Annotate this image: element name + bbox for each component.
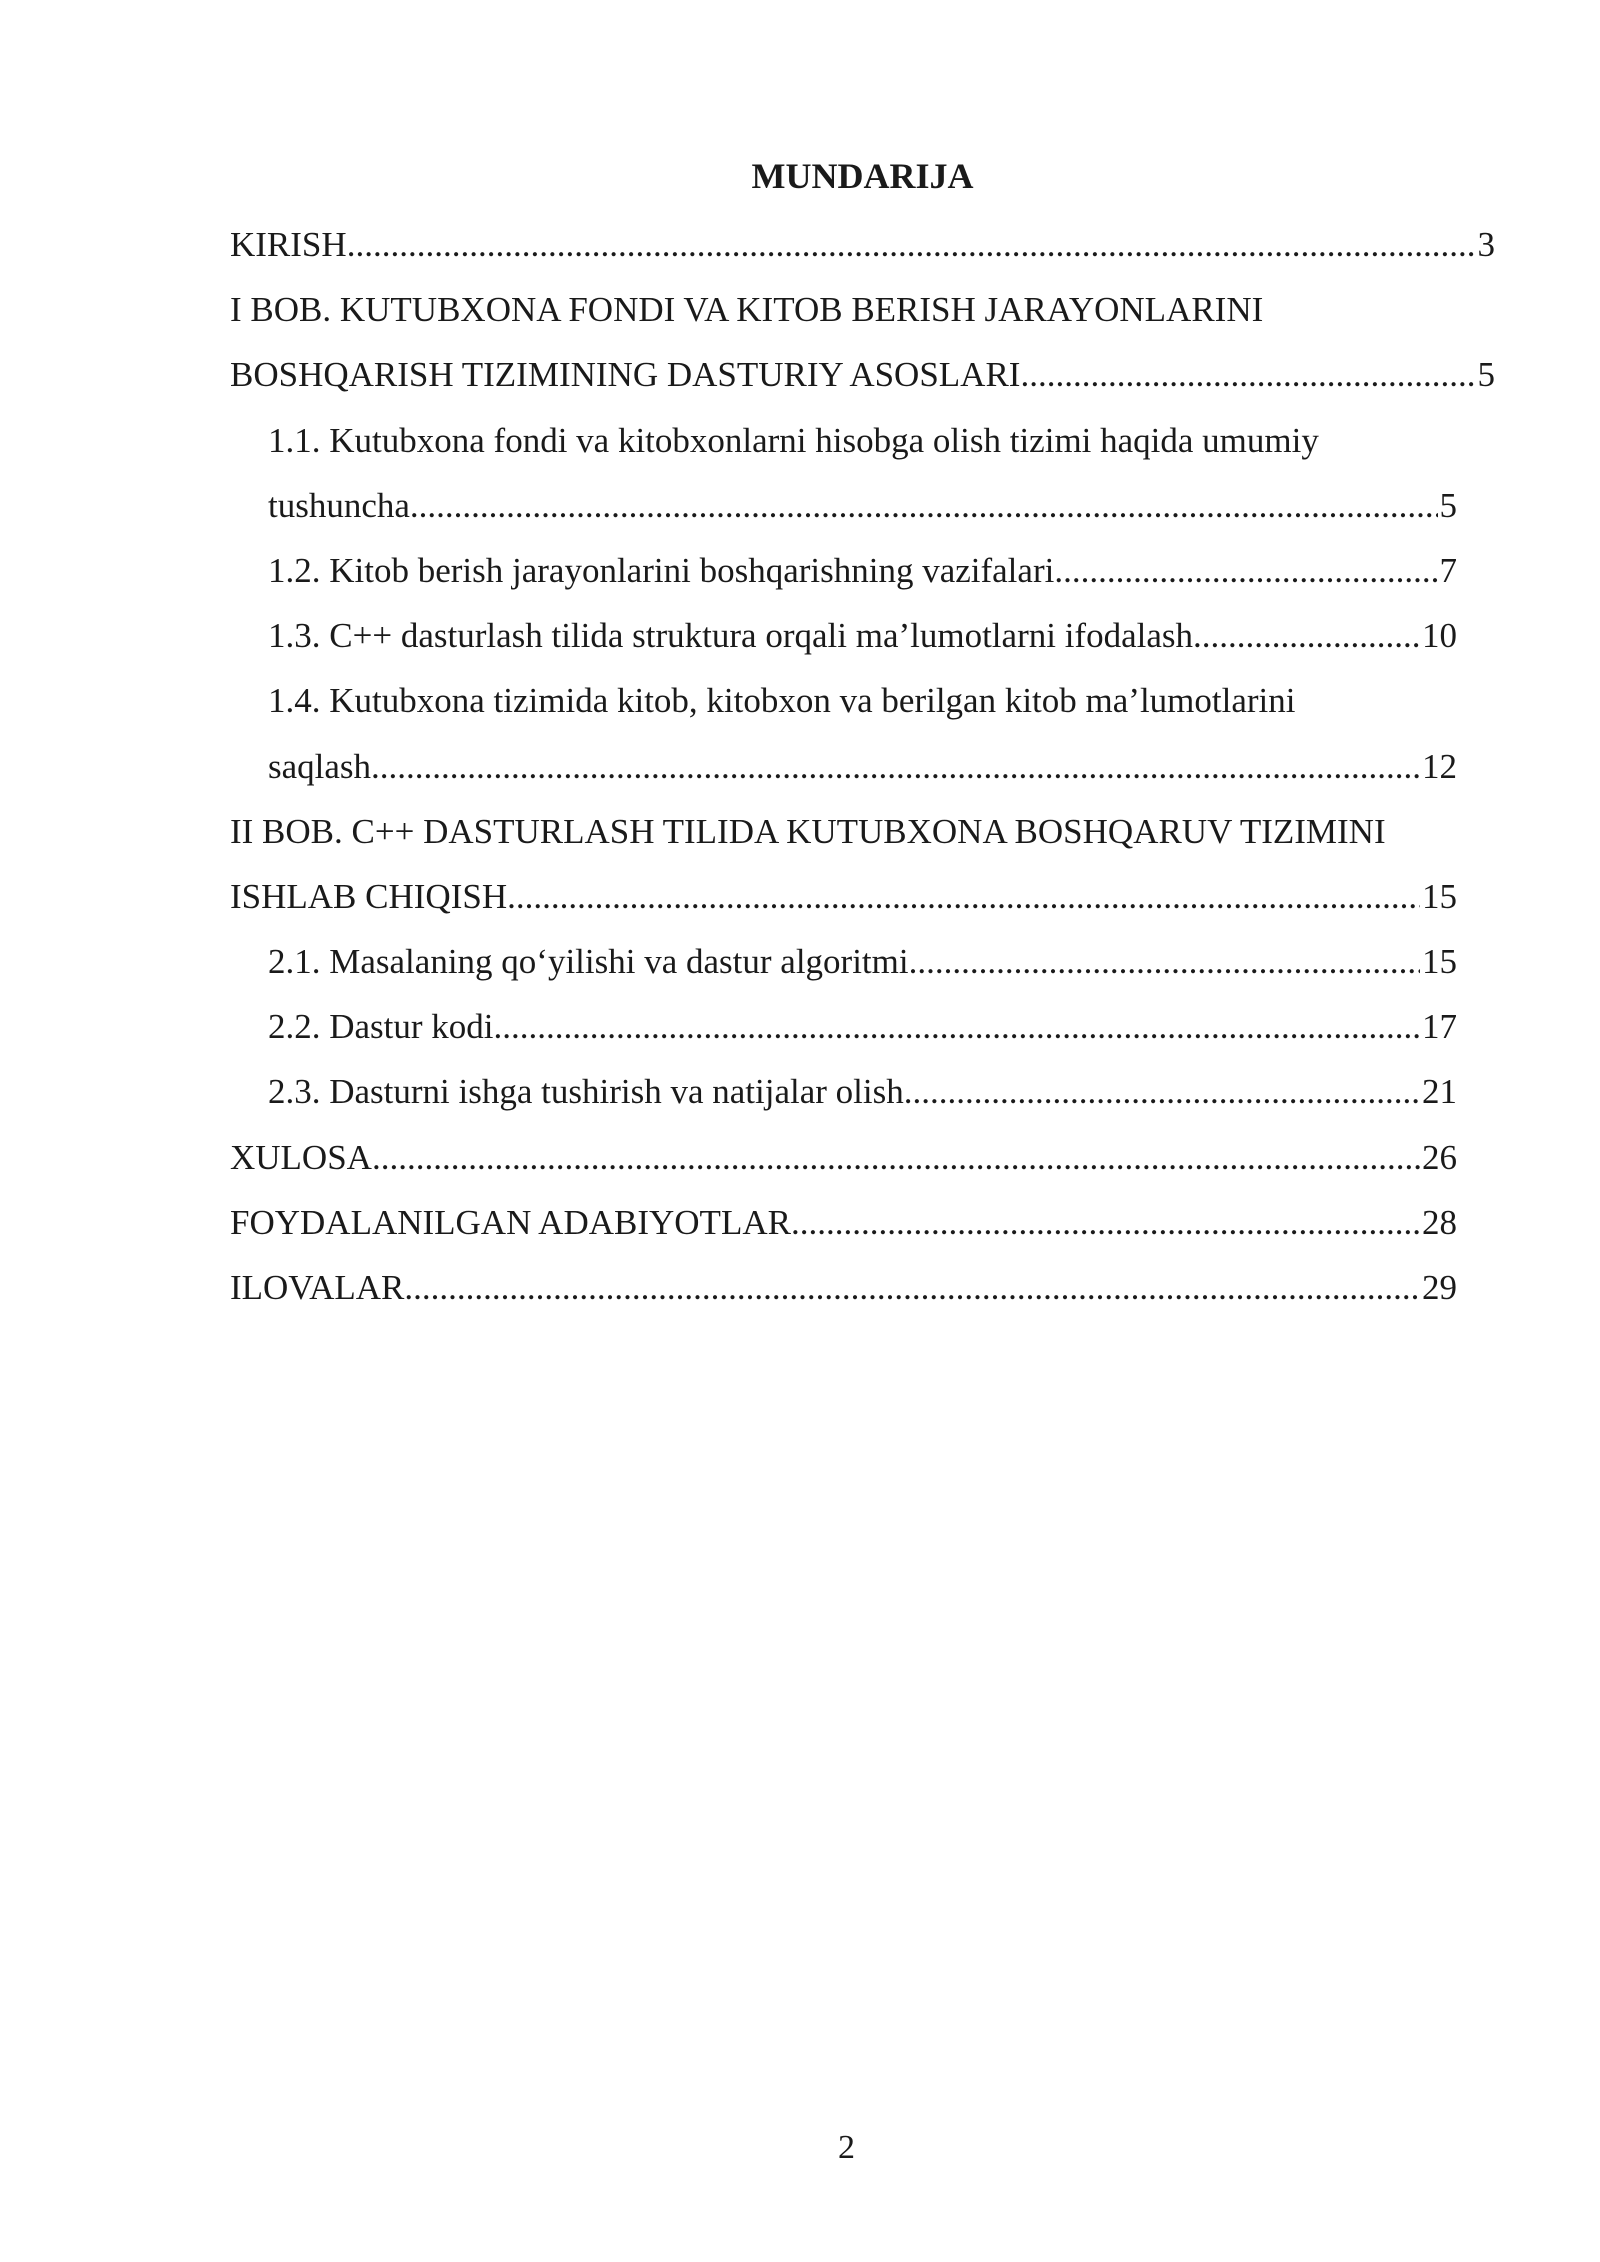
dot-leader bbox=[404, 1255, 1420, 1320]
toc-entry-page: 12 bbox=[1422, 746, 1457, 786]
toc-entry-label: XULOSA bbox=[230, 1137, 372, 1177]
toc-entry-page: 21 bbox=[1422, 1072, 1457, 1112]
toc-entry-label: 1.2. Kitob berish jarayonlarini boshqarishning vazifalari bbox=[268, 550, 1055, 590]
toc-entry-kirish[interactable] bbox=[230, 212, 1495, 277]
toc-entry-label: KIRISH bbox=[230, 225, 347, 264]
toc-entry-page: 29 bbox=[1422, 1268, 1457, 1307]
toc-entry-label: saqlash bbox=[268, 746, 372, 786]
page-number-text: 2 bbox=[838, 2129, 855, 2166]
toc-entry-page: 3 bbox=[1477, 225, 1495, 264]
toc-entry-page: 15 bbox=[1422, 942, 1457, 982]
dot-leader bbox=[1054, 538, 1437, 603]
toc-entry-page: 26 bbox=[1422, 1137, 1457, 1177]
toc-entry-1-4-line: 1.4. Kutubxona tizimida kitob, kitobxon va berilgan kitob ma’lumotlarini bbox=[268, 681, 1296, 721]
toc-entry-label: 1.3. C++ dasturlash tilida struktura orqali ma’lumotlarni ifodalash bbox=[268, 616, 1193, 656]
dot-leader bbox=[1193, 603, 1420, 668]
toc-chapter-2-sections bbox=[230, 929, 1457, 1125]
toc-entry-page: 28 bbox=[1422, 1202, 1457, 1242]
toc-entry-page: 10 bbox=[1422, 616, 1457, 656]
toc-entry-page: 17 bbox=[1422, 1007, 1457, 1047]
toc-entry-chapter-1-line: I BOB. KUTUBXONA FONDI VA KITOB BERISH JARAYONLARINI bbox=[230, 290, 1264, 330]
toc-entry-label: 2.1. Masalaning qo‘yilishi va dastur algoritmi bbox=[268, 942, 909, 982]
dot-leader bbox=[1020, 342, 1475, 407]
toc-chapter-1-sections bbox=[230, 408, 1457, 799]
toc-title: MUNDARIJA bbox=[751, 156, 974, 196]
dot-leader bbox=[347, 212, 1476, 277]
toc-entry-1-1[interactable] bbox=[230, 473, 1457, 538]
dot-leader bbox=[372, 1125, 1420, 1190]
toc-entry-label: 2.3. Dasturni ishga tushirish va natijalar olish bbox=[268, 1072, 904, 1112]
toc-entry-label: FOYDALANILGAN ADABIYOTLAR bbox=[230, 1202, 791, 1242]
toc-entry-label: ILOVALAR bbox=[230, 1268, 405, 1307]
toc-entry-page: 5 bbox=[1477, 355, 1495, 395]
toc-entry-2-2[interactable] bbox=[230, 994, 1457, 1059]
toc-entry-chapter-2-line: II BOB. C++ DASTURLASH TILIDA KUTUBXONA BOSHQARUV TIZIMINI bbox=[230, 811, 1386, 851]
toc-entry-chapter-2[interactable] bbox=[230, 864, 1457, 929]
toc-entry-1-4[interactable] bbox=[230, 734, 1457, 799]
toc-entry-label: ISHLAB CHIQISH bbox=[230, 876, 508, 916]
dot-leader bbox=[909, 929, 1420, 994]
dot-leader bbox=[371, 734, 1420, 799]
toc-entry-chapter-1[interactable] bbox=[230, 342, 1495, 407]
toc-entry-label: BOSHQARISH TIZIMINING DASTURIY ASOSLARI bbox=[230, 355, 1021, 395]
toc-entry-2-3[interactable] bbox=[230, 1059, 1457, 1124]
toc-entry-references[interactable] bbox=[230, 1190, 1457, 1255]
dot-leader bbox=[507, 864, 1420, 929]
toc-entry-label: 2.2. Dastur kodi bbox=[268, 1007, 494, 1047]
dot-leader bbox=[904, 1059, 1420, 1124]
toc-entry-2-1[interactable] bbox=[230, 929, 1457, 994]
dot-leader bbox=[410, 473, 1438, 538]
toc-entry-xulosa[interactable] bbox=[230, 1125, 1457, 1190]
table-of-contents bbox=[230, 212, 1495, 1320]
toc-entry-page: 5 bbox=[1439, 485, 1457, 525]
toc-entry-appendices[interactable] bbox=[230, 1255, 1457, 1320]
toc-title-container bbox=[230, 150, 1495, 202]
toc-entry-page: 15 bbox=[1422, 876, 1457, 916]
toc-entry-1-3[interactable] bbox=[230, 603, 1457, 668]
toc-entry-1-2[interactable] bbox=[230, 538, 1457, 603]
dot-leader bbox=[791, 1190, 1420, 1255]
toc-entry-1-1-line: 1.1. Kutubxona fondi va kitobxonlarni hisobga olish tizimi haqida umumiy bbox=[268, 420, 1319, 460]
toc-entry-label: tushuncha bbox=[268, 485, 410, 525]
dot-leader bbox=[494, 994, 1420, 1059]
toc-entry-page: 7 bbox=[1439, 550, 1457, 590]
page-number bbox=[0, 2128, 1600, 2168]
